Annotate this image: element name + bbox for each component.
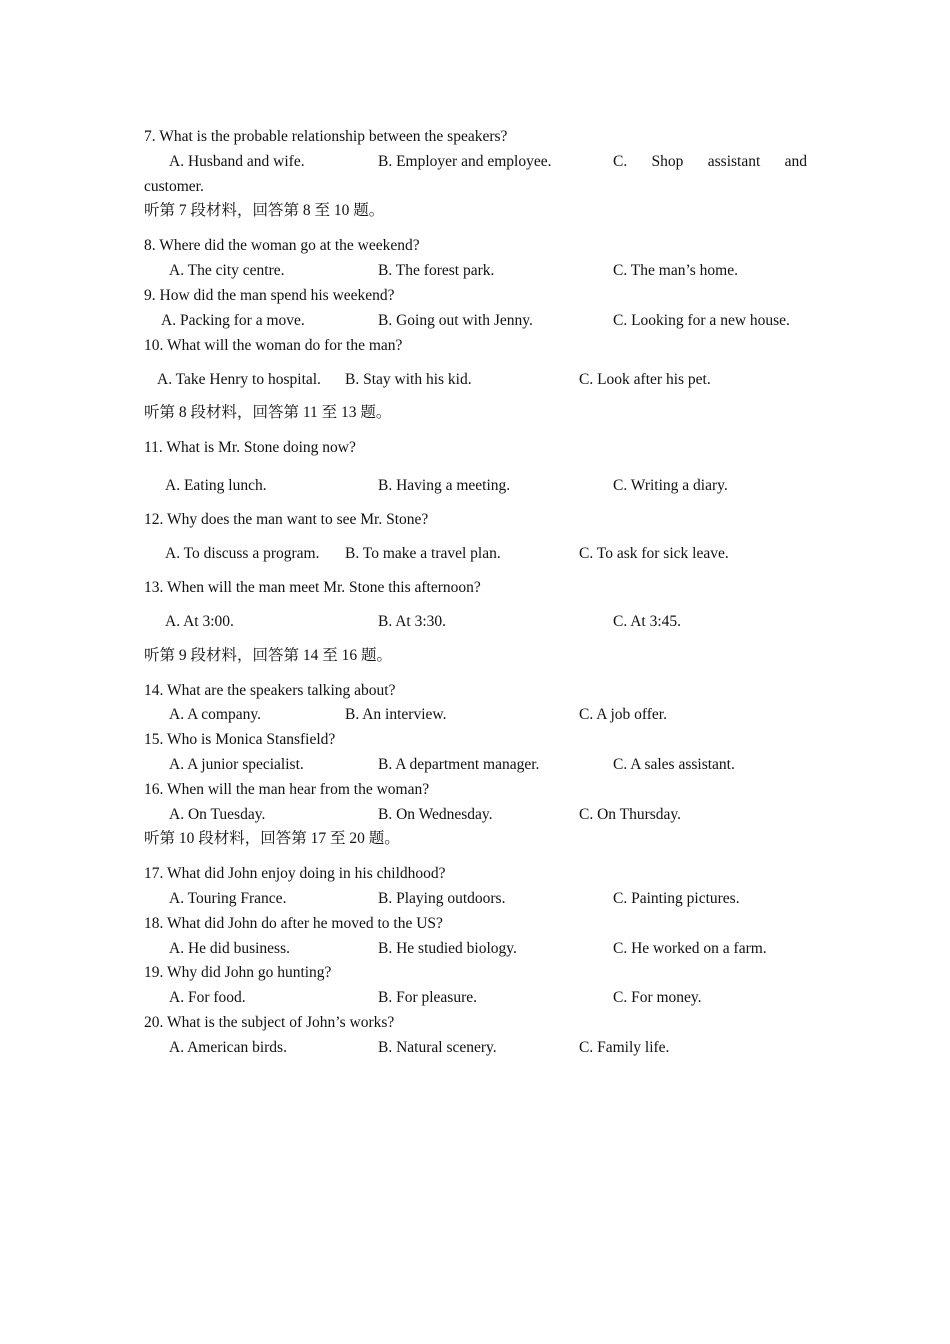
option-c-part: and — [784, 153, 807, 170]
option-a: A. Touring France. — [169, 890, 287, 907]
question-20: 20. What is the subject of John’s works? — [144, 1014, 395, 1031]
option-c: C. He worked on a farm. — [613, 940, 767, 957]
option-c: C. Look after his pet. — [579, 371, 711, 388]
question-15: 15. Who is Monica Stansfield? — [144, 731, 336, 748]
option-c: C. On Thursday. — [579, 806, 682, 823]
option-a: A. The city centre. — [169, 262, 285, 279]
option-c-part: assistant — [707, 153, 761, 170]
option-b: B. A department manager. — [378, 756, 540, 773]
question-16: 16. When will the man hear from the woman? — [144, 781, 430, 798]
option-b: B. Having a meeting. — [378, 477, 511, 494]
option-a: A. Packing for a move. — [161, 312, 305, 329]
option-a: A. A company. — [169, 706, 261, 723]
option-a: A. To discuss a program. — [165, 545, 320, 562]
option-a: A. Husband and wife. — [169, 153, 305, 170]
option-a: A. On Tuesday. — [169, 806, 266, 823]
option-b: B. An interview. — [345, 706, 447, 723]
question-19: 19. Why did John go hunting? — [144, 964, 332, 981]
option-c-part: C. — [613, 153, 628, 170]
question-13: 13. When will the man meet Mr. Stone this afternoon? — [144, 579, 481, 596]
option-c-continuation: customer. — [144, 178, 204, 195]
option-c: C. Looking for a new house. — [613, 312, 790, 329]
option-b: B. For pleasure. — [378, 989, 478, 1006]
option-c — [613, 152, 807, 172]
section-heading: 听第 9 段材料，回答第 14 至 16 题。 — [144, 647, 393, 664]
option-c: C. Writing a diary. — [613, 477, 728, 494]
option-c: C. The man’s home. — [613, 262, 738, 279]
option-b: B. He studied biology. — [378, 940, 517, 957]
option-a: A. He did business. — [169, 940, 290, 957]
option-b: B. Going out with Jenny. — [378, 312, 533, 329]
section-heading: 听第 10 段材料，回答第 17 至 20 题。 — [144, 830, 400, 847]
option-b: B. At 3:30. — [378, 613, 447, 630]
section-heading: 听第 8 段材料，回答第 11 至 13 题。 — [144, 404, 392, 421]
option-c: C. A job offer. — [579, 706, 667, 723]
option-c: C. To ask for sick leave. — [579, 545, 729, 562]
question-9: 9. How did the man spend his weekend? — [144, 287, 395, 304]
option-a: A. Eating lunch. — [165, 477, 267, 494]
option-b: B. Employer and employee. — [378, 153, 552, 170]
option-a: A. Take Henry to hospital. — [157, 371, 321, 388]
question-10: 10. What will the woman do for the man? — [144, 337, 403, 354]
option-b: B. On Wednesday. — [378, 806, 493, 823]
option-b: B. Stay with his kid. — [345, 371, 472, 388]
option-b: B. Natural scenery. — [378, 1039, 497, 1056]
question-12: 12. Why does the man want to see Mr. Stone? — [144, 511, 429, 528]
option-b: B. Playing outdoors. — [378, 890, 506, 907]
option-c: C. Painting pictures. — [613, 890, 740, 907]
option-c: C. For money. — [613, 989, 702, 1006]
question-14: 14. What are the speakers talking about? — [144, 682, 396, 699]
question-7: 7. What is the probable relationship between the speakers? — [144, 128, 508, 145]
question-17: 17. What did John enjoy doing in his childhood? — [144, 865, 446, 882]
option-c: C. A sales assistant. — [613, 756, 735, 773]
section-heading: 听第 7 段材料，回答第 8 至 10 题。 — [144, 202, 385, 219]
option-b: B. To make a travel plan. — [345, 545, 501, 562]
option-a: A. American birds. — [169, 1039, 287, 1056]
option-c: C. At 3:45. — [613, 613, 682, 630]
option-c-part: Shop — [651, 153, 684, 170]
question-18: 18. What did John do after he moved to the US? — [144, 915, 443, 932]
option-b: B. The forest park. — [378, 262, 495, 279]
option-c: C. Family life. — [579, 1039, 670, 1056]
option-a: A. For food. — [169, 989, 246, 1006]
question-11: 11. What is Mr. Stone doing now? — [144, 439, 356, 456]
option-a: A. At 3:00. — [165, 613, 234, 630]
question-8: 8. Where did the woman go at the weekend? — [144, 237, 420, 254]
option-a: A. A junior specialist. — [169, 756, 304, 773]
